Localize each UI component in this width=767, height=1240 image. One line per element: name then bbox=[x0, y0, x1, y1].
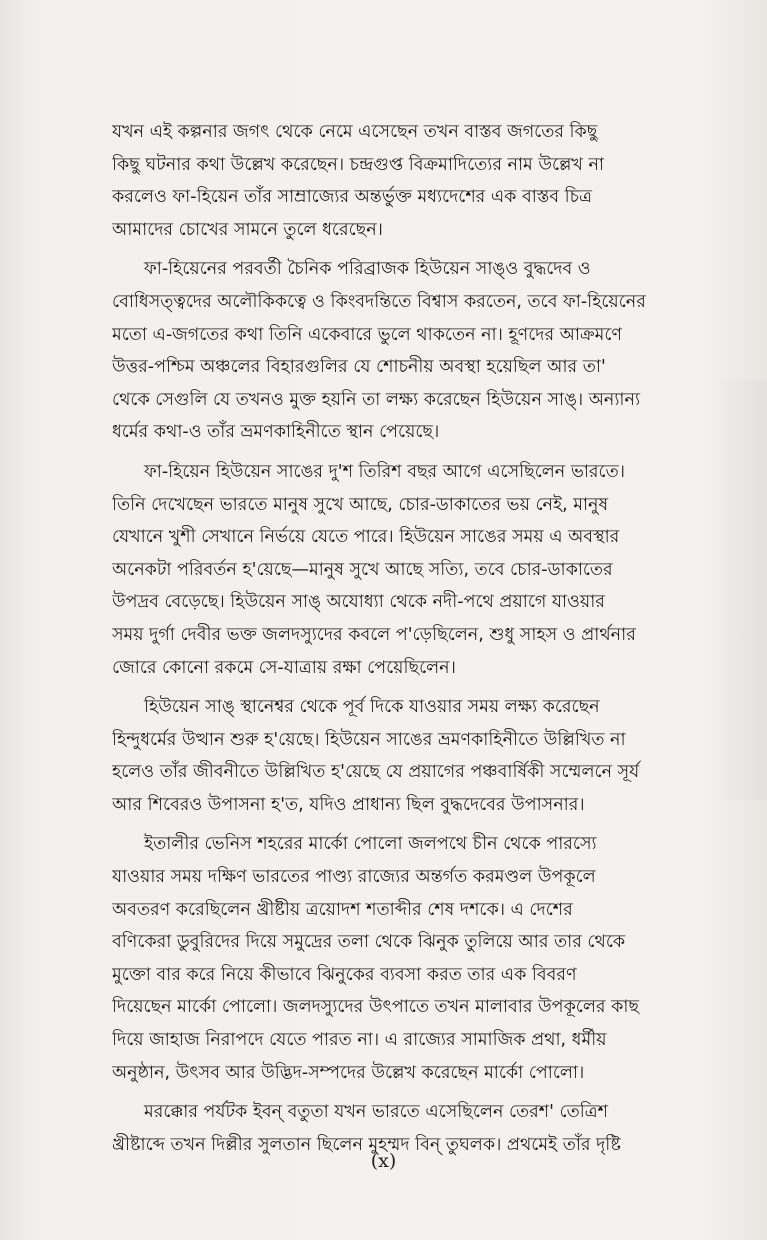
paragraph-5 bbox=[112, 828, 706, 1089]
text-line: অবতরণ করেছিলেন খ্রীষ্টীয় ত্রয়োদশ শতাব্দীর শেষ দশকে। এ দেশের bbox=[112, 899, 573, 920]
text-line: দিয়েছেন মার্কো পোলো। জলদস্যুদের উৎপাতে তখন মালাবার উপকূলের কাছ bbox=[112, 997, 639, 1018]
paragraph-1 bbox=[112, 116, 706, 246]
text-line: বণিকেরা ডুবুরিদের দিয়ে সমুদ্রের তলা থেকে ঝিনুক তুলিয়ে আর তার থেকে bbox=[112, 932, 626, 953]
text-line: অনুষ্ঠান, উৎসব আর উদ্ভিদ-সম্পদের উল্লেখ করেছেন মার্কো পোলো। bbox=[112, 1062, 585, 1083]
text-line: অনেকটা পরিবর্তন হ'য়েছে—মানুষ সুখে আছে সত্যি, তবে চোর-ডাকাতের bbox=[112, 559, 613, 580]
text-line: ধর্মের কথা-ও তাঁর ভ্রমণকাহিনীতে স্থান পেয়েছে। bbox=[112, 422, 440, 443]
text-line: হিউয়েন সাঙ্ স্থানেশ্বর থেকে পূর্ব দিকে যাওয়ার সময় লক্ষ্য করেছেন bbox=[144, 697, 600, 718]
text-line: দিয়ে জাহাজ নিরাপদে যেতে পারত না। এ রাজ্যের সামাজিক প্রথা, ধর্মীয় bbox=[112, 1030, 607, 1051]
paragraph-4 bbox=[112, 691, 706, 821]
text-line: ফা-হিয়েন হিউয়েন সাঙের দু'শ তিরিশ বছর আগে এসেছিলেন ভারতে। bbox=[144, 461, 625, 482]
page-number: (x) bbox=[370, 1150, 397, 1172]
text-line: উপদ্রব বেড়েছে। হিউয়েন সাঙ্ অযোধ্যা থেকে নদী-পথে প্রয়াগে যাওয়ার bbox=[112, 592, 605, 613]
text-line: সময় দুর্গা দেবীর ভক্ত জলদস্যুদের কবলে প'ড়েছিলেন, শুধু সাহস ও প্রার্থনার bbox=[112, 624, 636, 645]
text-line: তিনি দেখেছেন ভারতে মানুষ সুখে আছে, চোর-ডাকাতের ভয় নেই, মানুষ bbox=[112, 494, 609, 515]
text-line: থেকে সেগুলি যে তখনও মুক্ত হয়নি তা লক্ষ্য করেছেন হিউয়েন সাঙ্। অন্যান্য bbox=[112, 389, 641, 410]
text-line: মতো এ-জগতের কথা তিনি একেবারে ভুলে থাকতেন না। হূণদের আক্রমণে bbox=[112, 324, 623, 345]
text-line: ফা-হিয়েনের পরবর্তী চৈনিক পরিব্রাজক হিউয়েন সাঙ্ও বুদ্ধদেব ও bbox=[144, 259, 591, 280]
text-line: কিছু ঘটনার কথা উল্লেখ করেছেন। চন্দ্রগুপ্ত বিক্রমাদিত্যের নাম উল্লেখ না bbox=[112, 154, 605, 175]
text-line: আমাদের চোখের সামনে তুলে ধরেছেন। bbox=[112, 219, 383, 240]
text-line: বোধিসত্ত্বদের অলৌকিকত্বে ও কিংবদন্তিতে বিশ্বাস করতেন, তবে ফা-হিয়েনের bbox=[112, 291, 646, 312]
text-line: যাওয়ার সময় দক্ষিণ ভারতের পাণ্ড্য রাজ্যের অন্তর্গত করমণ্ডল উপকূলে bbox=[112, 867, 596, 888]
text-line: মুক্তো বার করে নিয়ে কীভাবে ঝিনুকের ব্যবসা করত তার এক বিবরণ bbox=[112, 964, 577, 985]
text-line: হিন্দুধর্মের উত্থান শুরু হ'য়েছে। হিউয়েন সাঙের ভ্রমণকাহিনীতে উল্লিখিত না bbox=[112, 729, 626, 750]
text-line: যখন এই কল্পনার জগৎ থেকে নেমে এসেছেন তখন বাস্তব জগতের কিছু bbox=[112, 122, 598, 142]
text-line: ইতালীর ভেনিস শহরের মার্কো পোলো জলপথে চীন থেকে পারস্যে bbox=[144, 834, 597, 855]
show-through-shadow bbox=[707, 380, 767, 800]
text-line: হলেও তাঁর জীবনীতে উল্লিখিত হ'য়েছে যে প্রয়াগের পঞ্চবার্ষিকী সম্মেলনে সূর্য bbox=[112, 762, 640, 783]
page-body-text bbox=[112, 116, 706, 1168]
text-line: উত্তর-পশ্চিম অঞ্চলের বিহারগুলির যে শোচনীয় অবস্থা হয়েছিল আর তা' bbox=[112, 357, 606, 378]
text-line: আর শিবেরও উপাসনা হ'ত, যদিও প্রাধান্য ছিল বুদ্ধদেবের উপাসনার। bbox=[112, 794, 585, 815]
text-line: করলেও ফা-হিয়েন তাঁর সাম্রাজ্যের অন্তর্ভুক্ত মধ্যদেশের এক বাস্তব চিত্র bbox=[112, 187, 592, 208]
text-line: খ্রীষ্টাব্দে তখন দিল্লীর সুলতান ছিলেন মুহম্মদ বিন্ তুঘলক। প্রথমেই তাঁর দৃষ্টি bbox=[112, 1134, 621, 1155]
text-line: মরক্কোর পর্যটক ইবন্ বতুতা যখন ভারতে এসেছিলেন তেরশ' তেত্রিশ bbox=[144, 1102, 608, 1123]
text-line: যেখানে খুশী সেখানে নির্ভয়ে যেতে পারে। হিউয়েন সাঙের সময় এ অবস্থার bbox=[112, 527, 620, 548]
paragraph-3 bbox=[112, 456, 706, 684]
text-line: জোরে কোনো রকমে সে-যাত্রায় রক্ষা পেয়েছিলেন। bbox=[112, 657, 456, 678]
paragraph-2 bbox=[112, 253, 706, 449]
